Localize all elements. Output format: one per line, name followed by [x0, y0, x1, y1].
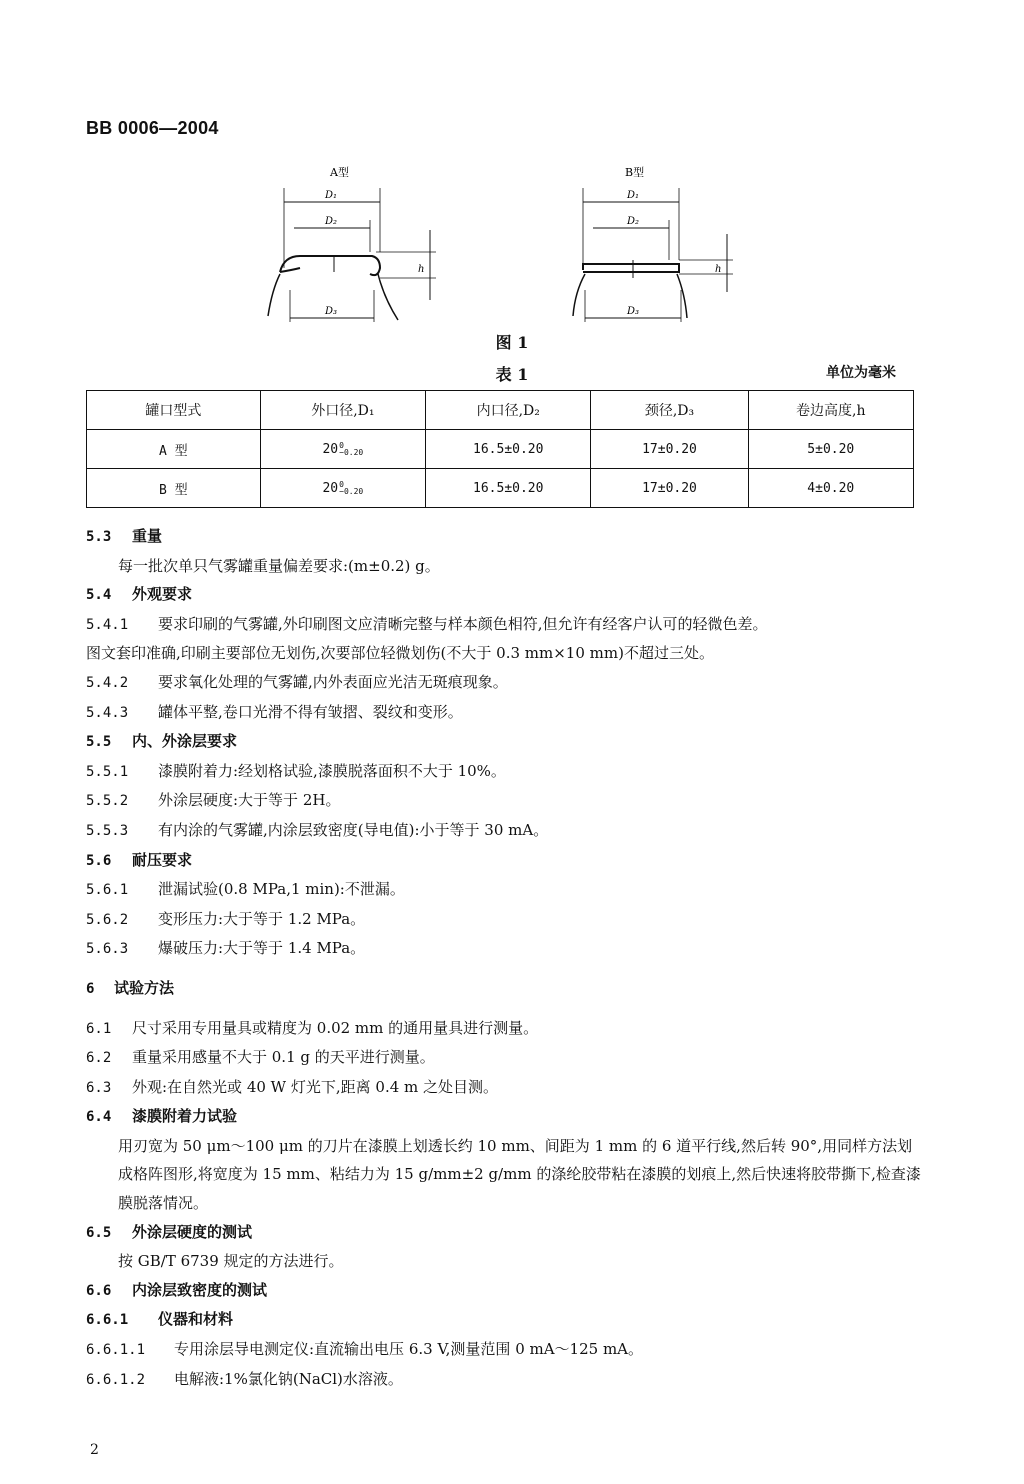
clause: 6.3 外观:在自然光或 40 W 灯光下,距离 0.4 m 之处目测。	[86, 1077, 499, 1096]
table-row	[87, 469, 914, 508]
table-row	[87, 430, 914, 469]
clause: 6.6.1.1 专用涂层导电测定仪:直流输出电压 6.3 V,测量范围 0 mA～125 mA。	[86, 1340, 644, 1359]
clause: 5.6.3 爆破压力:大于等于 1.4 MPa。	[86, 939, 366, 958]
clause: 5.5.2 外涂层硬度:大于等于 2H。	[86, 791, 341, 810]
section-heading: 5.6 耐压要求	[86, 850, 193, 869]
col-header: 颈径,D₃	[591, 391, 748, 430]
clause: 5.6.2 变形压力:大于等于 1.2 MPa。	[86, 909, 366, 928]
table-cell: 17±0.20	[591, 469, 748, 508]
table-cell: 20 0 −0.20	[260, 469, 425, 508]
section-heading: 6.5 外涂层硬度的测试	[86, 1222, 253, 1241]
standard-code: BB 0006—2004	[86, 118, 219, 138]
section-heading: 6.4 漆膜附着力试验	[86, 1107, 238, 1126]
type-a-label: A型	[330, 166, 349, 179]
h-label-a: h	[418, 264, 425, 275]
clause: 6.2 重量采用感量不大于 0.1 g 的天平进行测量。	[86, 1048, 435, 1067]
paragraph: 用刃宽为 50 μm～100 μm 的刀片在漆膜上划透长约 10 mm、间距为 1 mm 的 6 道平行线,然后转 90°,用同样方法划成格阵图形,将宽度为 15 mm、粘结力为 15 g/mm±2 g/mm 的涤纶胶带粘在漆膜的划痕上,然后快速将胶带撕下,检查漆膜脱落情况。	[118, 1136, 921, 1213]
table-unit: 单位为毫米	[826, 365, 896, 381]
section-heading: 6.6.1 仪器和材料	[86, 1310, 234, 1329]
col-header: 内口径,D₂	[426, 391, 591, 430]
d1-label-a: D₁	[325, 190, 338, 201]
type-b-label: B型	[625, 166, 645, 179]
d2-label-a: D₂	[325, 216, 338, 227]
col-header: 罐口型式	[87, 391, 261, 430]
type-a-diagram	[250, 160, 470, 335]
col-header: 卷边高度,h	[748, 391, 913, 430]
table-cell: B 型	[87, 469, 261, 508]
document-body	[86, 522, 926, 1394]
clause: 5.5.1 漆膜附着力:经划格试验,漆膜脱落面积不大于 10%。	[86, 761, 506, 780]
table-cell: 16.5±0.20	[426, 469, 591, 508]
spec-table	[86, 390, 914, 508]
section-heading: 6.6 内涂层致密度的测试	[86, 1280, 268, 1299]
table-caption: 表 1	[495, 365, 529, 384]
d3-label-a: D₃	[325, 306, 338, 317]
type-b-diagram	[555, 160, 775, 335]
clause: 5.6.1 泄漏试验(0.8 MPa,1 min):不泄漏。	[86, 880, 405, 899]
section-heading: 5.4 外观要求	[86, 585, 193, 604]
clause: 5.4.3 罐体平整,卷口光滑不得有皱摺、裂纹和变形。	[86, 702, 463, 721]
clause: 5.5.3 有内涂的气雾罐,内涂层致密度(导电值):小于等于 30 mA。	[86, 820, 549, 839]
clause-continuation: 图文套印准确,印刷主要部位无划伤,次要部位轻微划伤(不大于 0.3 mm×10 mm)不超过三处。	[86, 644, 714, 663]
table-cell: 4±0.20	[748, 469, 913, 508]
section-heading: 5.3 重量	[86, 527, 163, 545]
clause: 6.1 尺寸采用专用量具或精度为 0.02 mm 的通用量具进行测量。	[86, 1018, 539, 1037]
h-label-b: h	[715, 264, 722, 275]
clause: 5.4.1 要求印刷的气雾罐,外印刷图文应清晰完整与样本颜色相符,但允许有经客户认可的轻微色差。	[86, 614, 768, 633]
chapter-heading: 6 试验方法	[86, 978, 175, 997]
table-cell: 5±0.20	[748, 430, 913, 469]
d2-label-b: D₂	[627, 216, 640, 227]
table-header-row	[87, 391, 914, 430]
table-cell: 17±0.20	[591, 430, 748, 469]
d3-label-b: D₃	[627, 306, 640, 317]
clause: 6.6.1.2 电解液:1%氯化钠(NaCl)水溶液。	[86, 1369, 403, 1388]
clause: 5.4.2 要求氧化处理的气雾罐,内外表面应光洁无斑痕现象。	[86, 672, 508, 691]
paragraph: 按 GB/T 6739 规定的方法进行。	[118, 1252, 344, 1271]
page-number: 2	[90, 1442, 99, 1458]
table-cell: A 型	[87, 430, 261, 469]
col-header: 外口径,D₁	[260, 391, 425, 430]
section-heading: 5.5 内、外涂层要求	[86, 732, 238, 751]
table-cell: 16.5±0.20	[426, 430, 591, 469]
figure-caption: 图 1	[495, 333, 529, 352]
d1-label-b: D₁	[627, 190, 640, 201]
paragraph: 每一批次单只气雾罐重量偏差要求:(m±0.2) g。	[118, 556, 440, 575]
table-cell: 20 0 −0.20	[260, 430, 425, 469]
